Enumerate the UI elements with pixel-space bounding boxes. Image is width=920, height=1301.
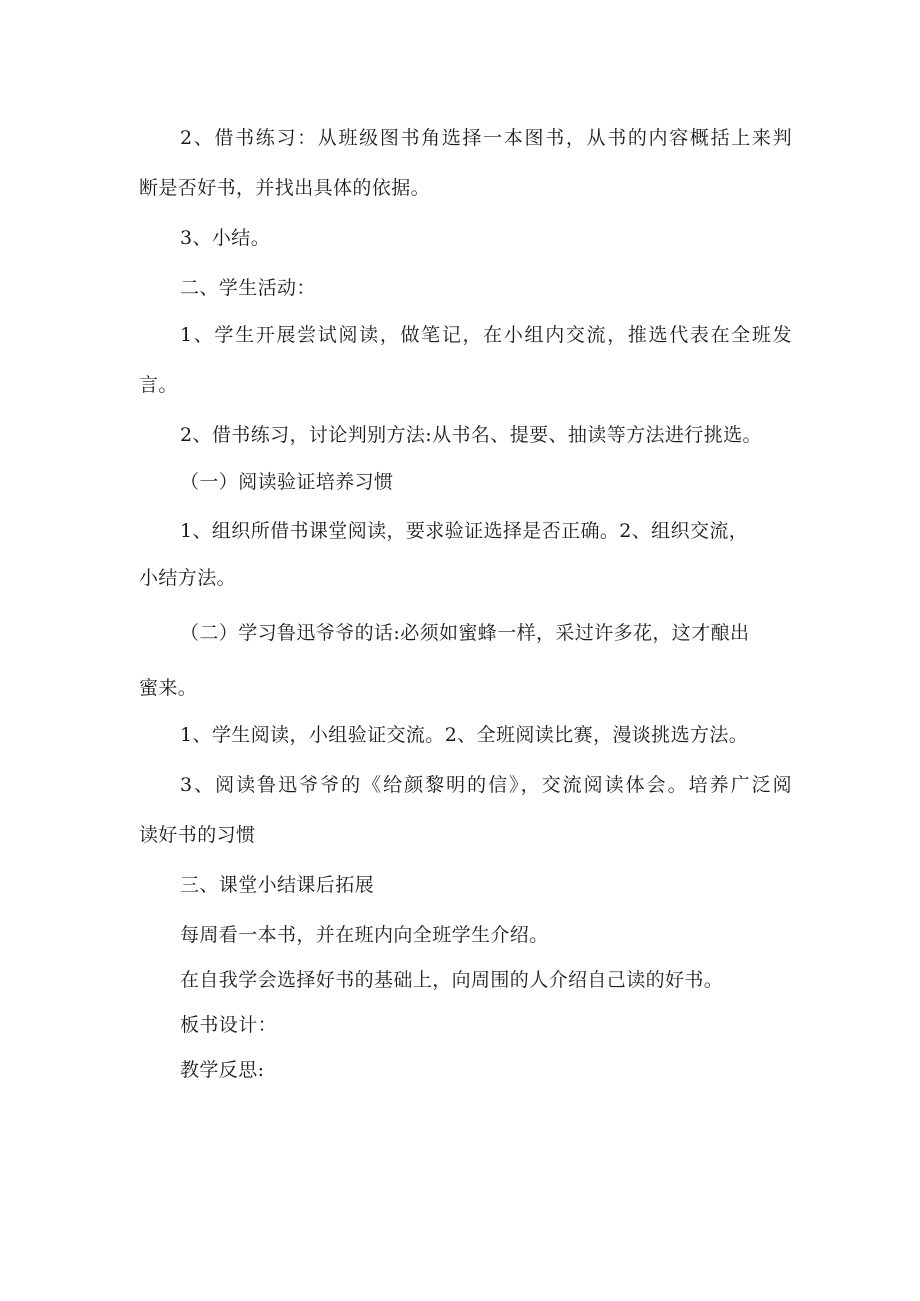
paragraph-line: 2、借书练习，讨论判别方法:从书名、提要、抽读等方法进行挑选。 [180,424,762,446]
paragraph-line: 3、阅读鲁迅爷爷的《给颜黎明的信》，交流阅读体会。培养广泛阅 [180,774,792,796]
paragraph-line: 1、学生阅读，小组验证交流。2、全班阅读比赛，漫谈挑选方法。 [180,724,749,746]
subsection-heading: （二）学习鲁迅爷爷的话:必须如蜜蜂一样，采过许多花，这才酿出 [180,622,750,644]
subsection-heading: （一）阅读验证培养习惯 [180,471,394,493]
paragraph-line: 2、借书练习：从班级图书角选择一本图书，从书的内容概括上来判 [180,127,792,149]
paragraph-line: 读好书的习惯 [139,824,256,846]
paragraph-line: 每周看一本书，并在班内向全班学生介绍。 [180,924,549,946]
paragraph-line: 1、学生开展尝试阅读，做笔记，在小组内交流，推选代表在全班发 [180,324,792,346]
paragraph-line: 1、组织所借书课堂阅读，要求验证选择是否正确。2、组织交流， [180,520,749,542]
paragraph-line: 断是否好书，并找出具体的依据。 [139,177,431,199]
section-heading: 三、课堂小结课后拓展 [180,874,375,896]
paragraph-line: 3、小结。 [180,227,271,249]
board-design-label: 板书设计： [180,1014,278,1036]
paragraph-line: 蜜来。 [139,677,198,699]
teaching-reflection-label: 教学反思: [180,1059,265,1081]
paragraph-line: 在自我学会选择好书的基础上，向周围的人介绍自己读的好书。 [180,969,724,991]
section-heading: 二、学生活动： [180,277,316,299]
paragraph-line: 言。 [139,374,178,396]
paragraph-line: 小结方法。 [139,567,237,589]
